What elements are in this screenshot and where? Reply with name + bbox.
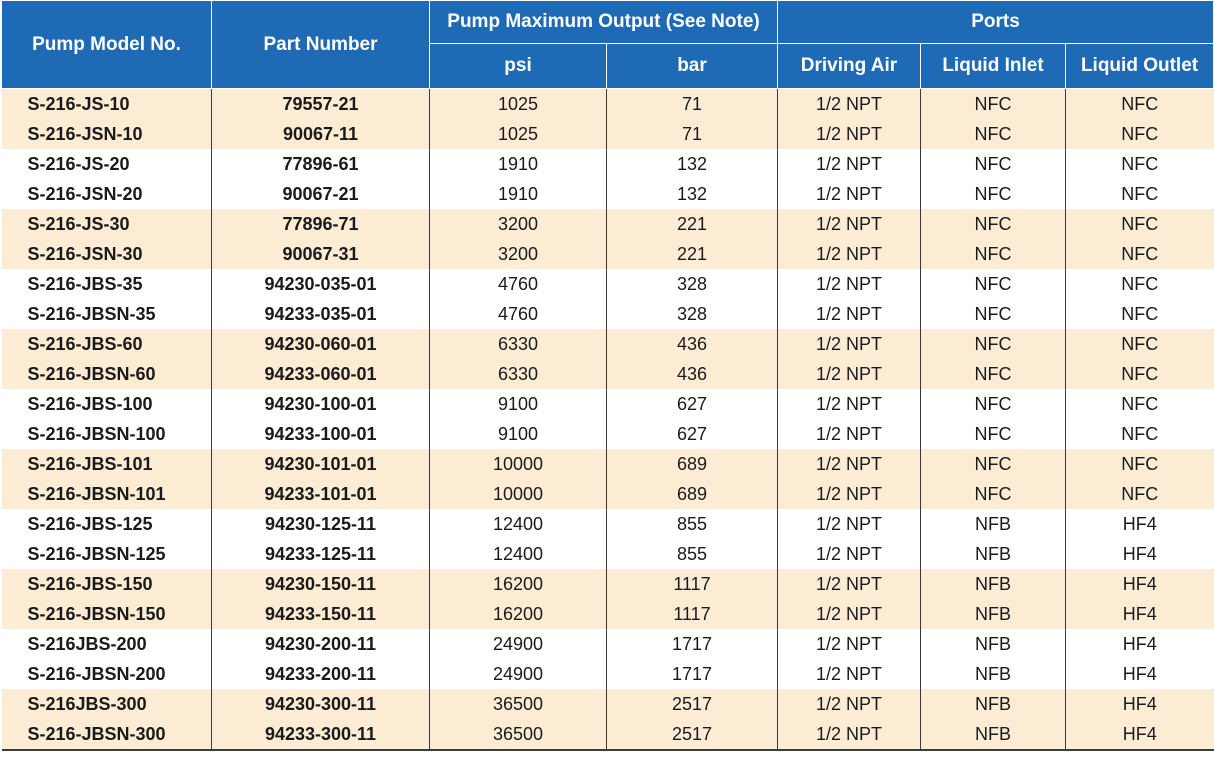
liquid-outlet-cell: NFC — [1066, 299, 1214, 329]
bar-cell: 627 — [607, 389, 778, 419]
liquid-outlet-cell: HF4 — [1066, 629, 1214, 659]
psi-cell: 16200 — [430, 599, 607, 629]
header-ports: Ports — [778, 1, 1214, 44]
psi-cell: 4760 — [430, 269, 607, 299]
table-row — [2, 629, 1214, 659]
liquid-inlet-cell: NFC — [921, 89, 1066, 120]
table-row — [2, 269, 1214, 299]
header-driving-air: Driving Air — [778, 44, 921, 89]
liquid-outlet-cell: NFC — [1066, 329, 1214, 359]
psi-cell: 1025 — [430, 119, 607, 149]
part-number-cell: 94230-101-01 — [212, 449, 430, 479]
header-liquid-outlet: Liquid Outlet — [1066, 44, 1214, 89]
driving-air-cell: 1/2 NPT — [778, 179, 921, 209]
part-number-cell: 94233-300-11 — [212, 719, 430, 750]
table-row — [2, 209, 1214, 239]
part-number-cell: 94233-101-01 — [212, 479, 430, 509]
table-body — [2, 89, 1214, 751]
bar-cell: 1117 — [607, 569, 778, 599]
driving-air-cell: 1/2 NPT — [778, 449, 921, 479]
liquid-outlet-cell: NFC — [1066, 479, 1214, 509]
bar-cell: 221 — [607, 209, 778, 239]
bar-cell: 71 — [607, 89, 778, 120]
model-cell: S-216-JBS-100 — [2, 389, 212, 419]
liquid-inlet-cell: NFC — [921, 329, 1066, 359]
part-number-cell: 94230-150-11 — [212, 569, 430, 599]
liquid-outlet-cell: NFC — [1066, 119, 1214, 149]
liquid-inlet-cell: NFB — [921, 689, 1066, 719]
psi-cell: 10000 — [430, 479, 607, 509]
liquid-inlet-cell: NFB — [921, 659, 1066, 689]
liquid-inlet-cell: NFC — [921, 299, 1066, 329]
bar-cell: 1717 — [607, 659, 778, 689]
table-row — [2, 599, 1214, 629]
model-cell: S-216-JBSN-101 — [2, 479, 212, 509]
liquid-inlet-cell: NFB — [921, 509, 1066, 539]
driving-air-cell: 1/2 NPT — [778, 509, 921, 539]
liquid-outlet-cell: NFC — [1066, 179, 1214, 209]
bar-cell: 71 — [607, 119, 778, 149]
driving-air-cell: 1/2 NPT — [778, 479, 921, 509]
liquid-outlet-cell: NFC — [1066, 269, 1214, 299]
driving-air-cell: 1/2 NPT — [778, 239, 921, 269]
table-header — [2, 1, 1214, 89]
bar-cell: 132 — [607, 179, 778, 209]
liquid-inlet-cell: NFC — [921, 239, 1066, 269]
driving-air-cell: 1/2 NPT — [778, 629, 921, 659]
liquid-outlet-cell: NFC — [1066, 209, 1214, 239]
table-row — [2, 329, 1214, 359]
bar-cell: 132 — [607, 149, 778, 179]
psi-cell: 6330 — [430, 359, 607, 389]
liquid-outlet-cell: NFC — [1066, 449, 1214, 479]
model-cell: S-216-JS-10 — [2, 89, 212, 120]
psi-cell: 6330 — [430, 329, 607, 359]
table-row — [2, 449, 1214, 479]
bar-cell: 221 — [607, 239, 778, 269]
driving-air-cell: 1/2 NPT — [778, 569, 921, 599]
liquid-outlet-cell: NFC — [1066, 149, 1214, 179]
psi-cell: 4760 — [430, 299, 607, 329]
driving-air-cell: 1/2 NPT — [778, 269, 921, 299]
table-row — [2, 569, 1214, 599]
psi-cell: 24900 — [430, 629, 607, 659]
driving-air-cell: 1/2 NPT — [778, 389, 921, 419]
liquid-inlet-cell: NFC — [921, 359, 1066, 389]
table-row — [2, 119, 1214, 149]
driving-air-cell: 1/2 NPT — [778, 299, 921, 329]
part-number-cell: 94230-200-11 — [212, 629, 430, 659]
header-model: Pump Model No. — [2, 1, 212, 89]
part-number-cell: 77896-61 — [212, 149, 430, 179]
liquid-inlet-cell: NFC — [921, 209, 1066, 239]
model-cell: S-216-JBSN-35 — [2, 299, 212, 329]
model-cell: S-216-JSN-30 — [2, 239, 212, 269]
model-cell: S-216-JBS-60 — [2, 329, 212, 359]
liquid-inlet-cell: NFB — [921, 719, 1066, 750]
bar-cell: 2517 — [607, 689, 778, 719]
bar-cell: 436 — [607, 329, 778, 359]
part-number-cell: 94233-060-01 — [212, 359, 430, 389]
liquid-outlet-cell: HF4 — [1066, 689, 1214, 719]
psi-cell: 36500 — [430, 689, 607, 719]
bar-cell: 1117 — [607, 599, 778, 629]
bar-cell: 689 — [607, 449, 778, 479]
table-row — [2, 719, 1214, 750]
driving-air-cell: 1/2 NPT — [778, 149, 921, 179]
liquid-inlet-cell: NFB — [921, 569, 1066, 599]
bar-cell: 2517 — [607, 719, 778, 750]
model-cell: S-216JBS-300 — [2, 689, 212, 719]
part-number-cell: 94230-100-01 — [212, 389, 430, 419]
model-cell: S-216-JBS-101 — [2, 449, 212, 479]
driving-air-cell: 1/2 NPT — [778, 599, 921, 629]
header-max-output: Pump Maximum Output (See Note) — [430, 1, 778, 44]
driving-air-cell: 1/2 NPT — [778, 419, 921, 449]
psi-cell: 3200 — [430, 209, 607, 239]
driving-air-cell: 1/2 NPT — [778, 659, 921, 689]
liquid-outlet-cell: NFC — [1066, 359, 1214, 389]
liquid-inlet-cell: NFC — [921, 389, 1066, 419]
model-cell: S-216-JSN-20 — [2, 179, 212, 209]
model-cell: S-216-JBS-125 — [2, 509, 212, 539]
liquid-inlet-cell: NFC — [921, 179, 1066, 209]
psi-cell: 24900 — [430, 659, 607, 689]
driving-air-cell: 1/2 NPT — [778, 719, 921, 750]
bar-cell: 328 — [607, 299, 778, 329]
table-row — [2, 239, 1214, 269]
bar-cell: 436 — [607, 359, 778, 389]
model-cell: S-216-JBSN-300 — [2, 719, 212, 750]
liquid-outlet-cell: HF4 — [1066, 719, 1214, 750]
part-number-cell: 94233-100-01 — [212, 419, 430, 449]
psi-cell: 1910 — [430, 149, 607, 179]
part-number-cell: 94230-125-11 — [212, 509, 430, 539]
model-cell: S-216-JBSN-125 — [2, 539, 212, 569]
liquid-inlet-cell: NFC — [921, 419, 1066, 449]
liquid-inlet-cell: NFB — [921, 539, 1066, 569]
model-cell: S-216-JSN-10 — [2, 119, 212, 149]
table-row — [2, 389, 1214, 419]
liquid-outlet-cell: NFC — [1066, 389, 1214, 419]
part-number-cell: 94233-035-01 — [212, 299, 430, 329]
model-cell: S-216-JBS-35 — [2, 269, 212, 299]
table-row — [2, 419, 1214, 449]
psi-cell: 12400 — [430, 539, 607, 569]
part-number-cell: 94233-125-11 — [212, 539, 430, 569]
table-row — [2, 689, 1214, 719]
liquid-inlet-cell: NFC — [921, 149, 1066, 179]
model-cell: S-216-JBSN-200 — [2, 659, 212, 689]
table-row — [2, 509, 1214, 539]
model-cell: S-216-JBSN-150 — [2, 599, 212, 629]
table-row — [2, 149, 1214, 179]
table-row — [2, 479, 1214, 509]
table-row — [2, 179, 1214, 209]
bar-cell: 627 — [607, 419, 778, 449]
part-number-cell: 94230-060-01 — [212, 329, 430, 359]
part-number-cell: 77896-71 — [212, 209, 430, 239]
bar-cell: 855 — [607, 539, 778, 569]
pump-spec-table — [1, 0, 1214, 751]
psi-cell: 3200 — [430, 239, 607, 269]
liquid-inlet-cell: NFB — [921, 599, 1066, 629]
part-number-cell: 90067-21 — [212, 179, 430, 209]
psi-cell: 9100 — [430, 389, 607, 419]
table-row — [2, 299, 1214, 329]
part-number-cell: 94233-150-11 — [212, 599, 430, 629]
header-psi: psi — [430, 44, 607, 89]
liquid-outlet-cell: NFC — [1066, 89, 1214, 120]
model-cell: S-216-JS-20 — [2, 149, 212, 179]
part-number-cell: 94230-035-01 — [212, 269, 430, 299]
table-row — [2, 659, 1214, 689]
liquid-inlet-cell: NFC — [921, 449, 1066, 479]
psi-cell: 9100 — [430, 419, 607, 449]
model-cell: S-216JBS-200 — [2, 629, 212, 659]
liquid-inlet-cell: NFC — [921, 479, 1066, 509]
liquid-outlet-cell: HF4 — [1066, 539, 1214, 569]
liquid-inlet-cell: NFB — [921, 629, 1066, 659]
driving-air-cell: 1/2 NPT — [778, 689, 921, 719]
model-cell: S-216-JBS-150 — [2, 569, 212, 599]
psi-cell: 10000 — [430, 449, 607, 479]
psi-cell: 36500 — [430, 719, 607, 750]
header-liquid-inlet: Liquid Inlet — [921, 44, 1066, 89]
liquid-outlet-cell: NFC — [1066, 419, 1214, 449]
header-part-number: Part Number — [212, 1, 430, 89]
part-number-cell: 94230-300-11 — [212, 689, 430, 719]
bar-cell: 855 — [607, 509, 778, 539]
psi-cell: 12400 — [430, 509, 607, 539]
liquid-outlet-cell: NFC — [1066, 239, 1214, 269]
table-row — [2, 359, 1214, 389]
bar-cell: 689 — [607, 479, 778, 509]
part-number-cell: 94233-200-11 — [212, 659, 430, 689]
model-cell: S-216-JBSN-60 — [2, 359, 212, 389]
driving-air-cell: 1/2 NPT — [778, 119, 921, 149]
driving-air-cell: 1/2 NPT — [778, 89, 921, 120]
bar-cell: 328 — [607, 269, 778, 299]
driving-air-cell: 1/2 NPT — [778, 539, 921, 569]
part-number-cell: 79557-21 — [212, 89, 430, 120]
table-row — [2, 539, 1214, 569]
psi-cell: 1910 — [430, 179, 607, 209]
driving-air-cell: 1/2 NPT — [778, 209, 921, 239]
driving-air-cell: 1/2 NPT — [778, 329, 921, 359]
model-cell: S-216-JS-30 — [2, 209, 212, 239]
liquid-outlet-cell: HF4 — [1066, 509, 1214, 539]
liquid-outlet-cell: HF4 — [1066, 599, 1214, 629]
part-number-cell: 90067-31 — [212, 239, 430, 269]
liquid-inlet-cell: NFC — [921, 269, 1066, 299]
liquid-inlet-cell: NFC — [921, 119, 1066, 149]
table-row — [2, 89, 1214, 120]
header-bar: bar — [607, 44, 778, 89]
driving-air-cell: 1/2 NPT — [778, 359, 921, 389]
model-cell: S-216-JBSN-100 — [2, 419, 212, 449]
liquid-outlet-cell: HF4 — [1066, 569, 1214, 599]
psi-cell: 16200 — [430, 569, 607, 599]
liquid-outlet-cell: HF4 — [1066, 659, 1214, 689]
bar-cell: 1717 — [607, 629, 778, 659]
psi-cell: 1025 — [430, 89, 607, 120]
part-number-cell: 90067-11 — [212, 119, 430, 149]
